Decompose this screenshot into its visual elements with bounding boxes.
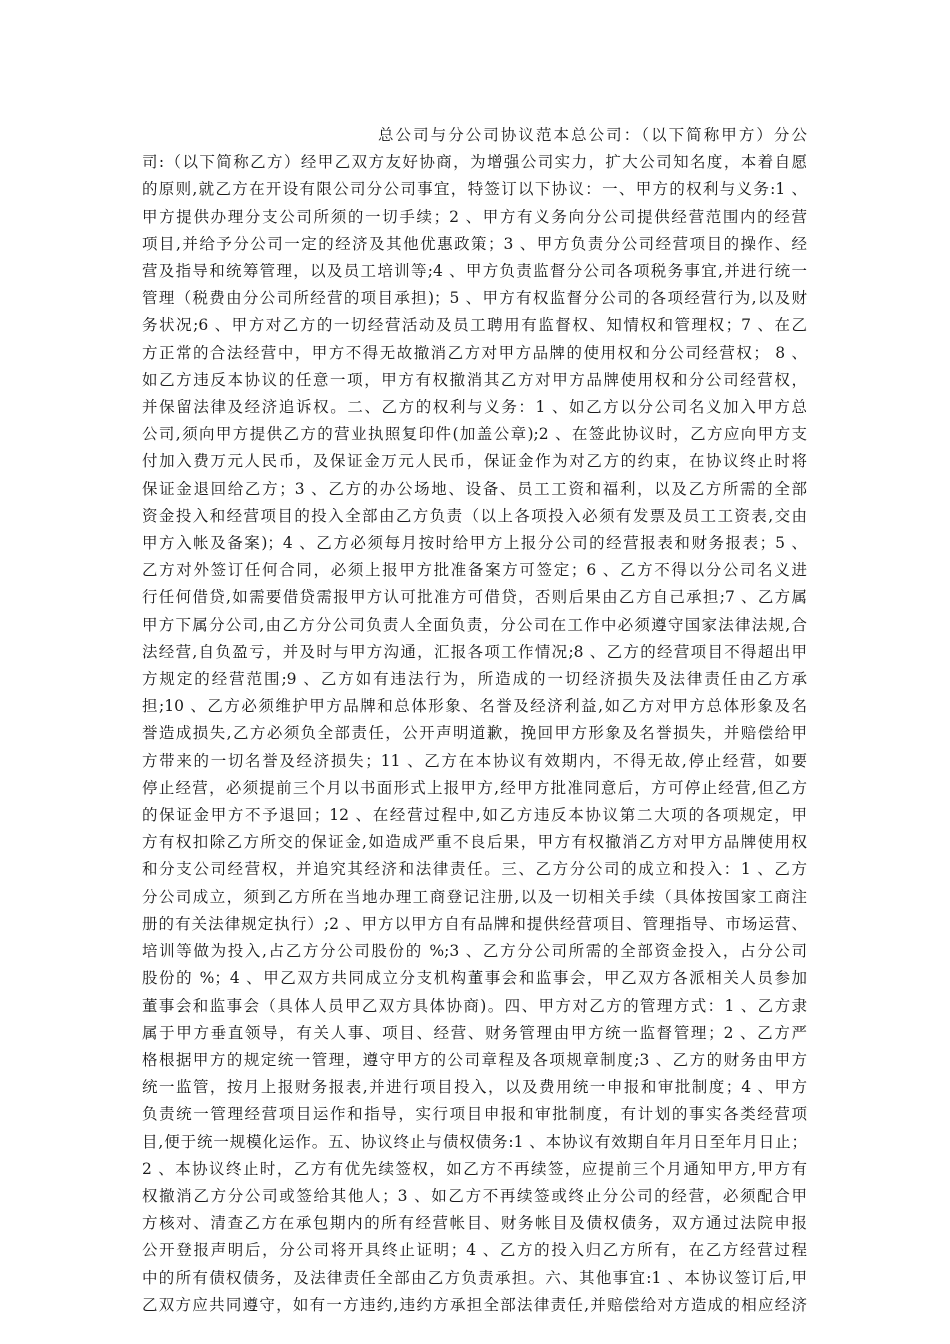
paragraph-line: 方带来的一切名誉及经济损失；11 、乙方在本协议有效期内，不得无故,停止经营，如要 (142, 751, 807, 770)
paragraph-line: 中的所有债权债务，及法律责任全部由乙方负责承担。六、其他事宜:1 、本协议签订后,甲 (142, 1268, 807, 1287)
paragraph-line: 停止经营，必须提前三个月以书面形式上报甲方,经甲方批准同意后，方可停止经营,但乙方 (142, 778, 807, 797)
paragraph-line: 方核对、清查乙方在承包期内的所有经营帐目、财务帐目及债权债务，双方通过法院申报 (142, 1214, 807, 1233)
paragraph-line: 公开登报声明后，分公司将开具终止证明；4 、乙方的投入归乙方所有，在乙方经营过程 (142, 1241, 807, 1260)
paragraph-line: 甲方下属分公司,由乙方分公司负责人全面负责，分公司在工作中必须遵守国家法律法规,合 (142, 615, 807, 634)
paragraph-line: 付加入费万元人民币，及保证金万元人民币，保证金作为对乙方的约束，在协议终止时将 (142, 452, 807, 471)
paragraph-line: 目,便于统一规模化运作。五、协议终止与债权债务:1 、本协议有效期自年月日至年月日止； (142, 1132, 807, 1151)
paragraph-line: 董事会和监事会（具体人员甲乙双方具体协商)。四、甲方对乙方的管理方式：1 、乙方隶 (142, 996, 807, 1015)
paragraph-line: 担;10 、乙方必须维护甲方品牌和总体形象、名誉及经济利益,如乙方对甲方总体形象及名 (142, 697, 807, 716)
paragraph-line: 法经营,自负盈亏，并及时与甲方沟通，汇报各项工作情况;8 、乙方的经营项目不得超出甲 (142, 642, 807, 661)
paragraph-line: 和分支公司经营权，并追究其经济和法律责任。三、乙方分公司的成立和投入：1 、乙方 (142, 860, 807, 879)
paragraph-line: 务状况;6 、甲方对乙方的一切经营活动及员工聘用有监督权、知情权和管理权；7 、在乙 (142, 316, 807, 335)
paragraph-line: 培训等做为投入,占乙方分公司股份的 %;3 、乙方分公司所需的全部资金投入，占分公司 (142, 942, 807, 961)
paragraph-line: 司:（以下简称乙方）经甲乙双方友好协商，为增强公司实力，扩大公司知名度，本着自愿 (142, 153, 807, 172)
paragraph-line: 分公司成立，须到乙方所在当地办理工商登记注册,以及一切相关手续（具体按国家工商注 (142, 887, 807, 906)
paragraph-line: 行任何借贷,如需要借贷需报甲方认可批准方可借贷，否则后果由乙方自己承担;7 、乙方属 (142, 588, 807, 607)
paragraph-line: 统一监管，按月上报财务报表,并进行项目投入，以及费用统一申报和审批制度；4 、甲方 (142, 1078, 807, 1097)
paragraph-line: 甲方提供办理分支公司所须的一切手续；2 、甲方有义务向分公司提供经营范围内的经营 (142, 207, 807, 226)
paragraph-line: 负责统一管理经营项目运作和指导，实行项目申报和审批制度，有计划的事实各类经营项 (142, 1105, 807, 1124)
paragraph-line: 方有权扣除乙方所交的保证金,如造成严重不良后果，甲方有权撤消乙方对甲方品牌使用权 (142, 833, 807, 852)
paragraph-line: 2 、本协议终止时，乙方有优先续签权，如乙方不再续签，应提前三个月通知甲方,甲方有 (142, 1159, 807, 1178)
paragraph-line: 方正常的合法经营中，甲方不得无故撤消乙方对甲方品牌的使用权和分公司经营权； 8 、 (142, 343, 807, 362)
paragraph-line: 方规定的经营范围;9 、乙方如有违法行为，所造成的一切经济损失及法律责任由乙方承 (142, 670, 807, 689)
paragraph-line: 属于甲方垂直领导，有关人事、项目、经营、财务管理由甲方统一监督管理；2 、乙方严 (142, 1023, 807, 1042)
paragraph-line: 权撤消乙方分公司或签给其他人；3 、如乙方不再续签或终止分公司的经营，必须配合甲 (142, 1186, 807, 1205)
paragraph-line: 册的有关法律规定执行）;2 、甲方以甲方自有品牌和提供经营项目、管理指导、市场运营、 (142, 914, 807, 933)
paragraph-line: 保证金退回给乙方；3 、乙方的办公场地、设备、员工工资和福利，以及乙方所需的全部 (142, 479, 807, 498)
paragraph-line: 乙双方应共同遵守，如有一方违约,违约方承担全部法律责任,并赔偿给对方造成的相应经济 (142, 1295, 807, 1314)
paragraph-line: 公司,须向甲方提供乙方的营业执照复印件(加盖公章);2 、在签此协议时，乙方应向甲方支 (142, 425, 807, 444)
paragraph-line: 乙方对外签订任何合同，必须上报甲方批准备案方可签定；6 、乙方不得以分公司名义进 (142, 561, 807, 580)
paragraph-line: 并保留法律及经济追诉权。二、乙方的权利与义务：1 、如乙方以分公司名义加入甲方总 (142, 398, 807, 417)
paragraph-line: 股份的 %；4 、甲乙双方共同成立分支机构董事会和监事会，甲乙双方各派相关人员参加 (142, 969, 807, 988)
paragraph-line: 资金投入和经营项目的投入全部由乙方负责（以上各项投入必须有发票及员工工资表,交由 (142, 506, 807, 525)
paragraph-line: 格根据甲方的规定统一管理，遵守甲方的公司章程及各项规章制度;3 、乙方的财务由甲方 (142, 1050, 807, 1069)
paragraph-line: 的原则,就乙方在开设有限公司分公司事宜，特签订以下协议：一、甲方的权利与义务:1 、 (142, 180, 807, 199)
paragraph-line: 甲方入帐及备案)；4 、乙方必须每月按时给甲方上报分公司的经营报表和财务报表；5 、 (142, 534, 807, 553)
paragraph-line: 管理（税费由分公司所经营的项目承担)；5 、甲方有权监督分公司的各项经营行为,以及财 (142, 289, 807, 308)
paragraph-line: 的保证金甲方不予退回；12 、在经营过程中,如乙方违反本协议第二大项的各项规定，甲 (142, 806, 807, 825)
document-body (142, 122, 807, 1319)
paragraph-line: 项目,并给予分公司一定的经济及其他优惠政策；3 、甲方负责分公司经营项目的操作、经 (142, 234, 807, 253)
document-title-line: 总公司与分公司协议范本总公司：（以下简称甲方）分公 (378, 126, 807, 144)
paragraph-line: 如乙方违反本协议的任意一项，甲方有权撤消其乙方对甲方品牌使用权和分公司经营权， (142, 370, 807, 389)
paragraph-line: 营及指导和统筹管理，以及员工培训等;4 、甲方负责监督分公司各项税务事宜,并进行统一 (142, 262, 807, 281)
paragraph-line: 誉造成损失,乙方必须负全部责任，公开声明道歉，挽回甲方形象及名誉损失，并赔偿给甲 (142, 724, 807, 743)
